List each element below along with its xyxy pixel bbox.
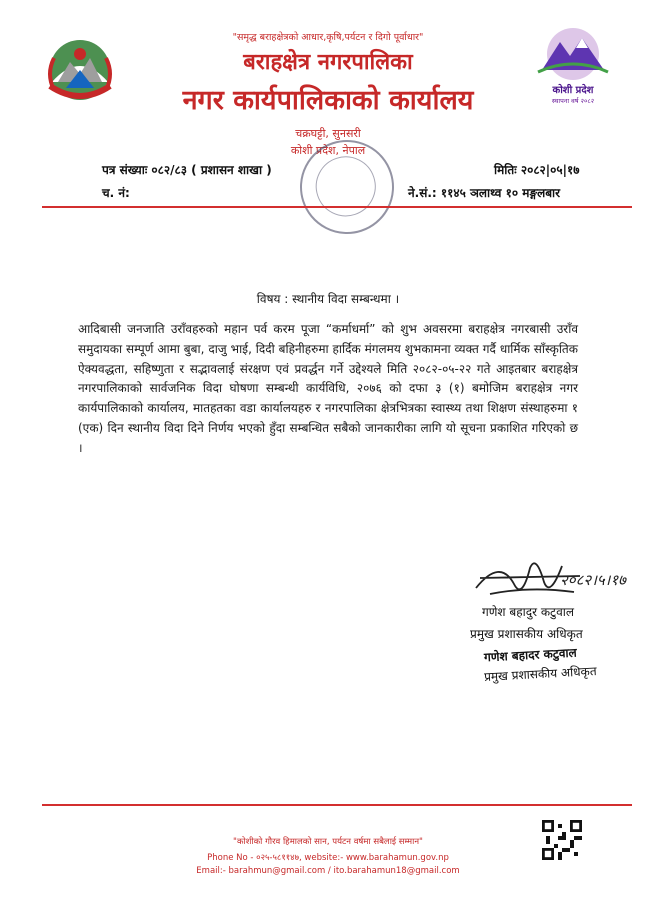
stamp-title: प्रमुख प्रशासकीय अधिकृत xyxy=(483,664,597,684)
header-divider xyxy=(42,206,632,208)
footer-email: Email:- barahmun@gmail.com / ito.barahamun18@gmail.com xyxy=(196,866,460,876)
koshi-logo-title: कोशी प्रदेश xyxy=(552,85,594,96)
qr-code xyxy=(542,820,582,860)
header-slogan: "समृद्ध बराहक्षेत्रको आधार,कृषि,पर्यटन र दिगो पूर्वाधार" xyxy=(232,32,424,43)
address-line-2: कोशी प्रदेश, नेपाल xyxy=(290,144,366,157)
koshi-logo-subtitle: स्थापना वर्ष २०८२ xyxy=(551,97,595,105)
letter-subject: विषय : स्थानीय विदा सम्बन्धमा । xyxy=(256,292,400,306)
nepal-sambat-date: ने.सं.: ११४५ ञलाथ्व १० मङ्गलबार xyxy=(408,186,561,200)
handwritten-date: २०८२।५।१७ xyxy=(560,571,626,589)
signatory-name: गणेश बहादुर कटुवाल xyxy=(482,605,575,619)
office-name: नगर कार्यपालिकाको कार्यालय xyxy=(182,85,474,116)
footer-divider xyxy=(42,804,632,806)
dispatch-number: च. नं: xyxy=(102,186,130,200)
signatory-title: प्रमुख प्रशासकीय अधिकृत xyxy=(470,627,583,641)
footer-slogan: "कोशीको गौरव हिमालको सान, पर्यटन वर्षमा सबैलाई सम्मान" xyxy=(233,837,423,847)
stamp-name: गणेश बहादर कटुवाल xyxy=(483,645,578,665)
address-line-1: चक्रघट्टी, सुनसरी xyxy=(295,127,361,140)
letter-date: मितिः २०८२|०५|१७ xyxy=(494,163,580,177)
letter-body: आदिबासी जनजाति उराँवहरुको महान पर्व करम पूजा “कर्माधर्मा” को शुभ अवसरमा बराहक्षेत्र नगरबासी उराँव समुदायका सम्पूर्ण आमा बुबा, दाजु भाई, दिदी बहिनीहरुमा हार्दिक मंगलमय शुभकामना व्यक्त गर्दै धार्मिक साँस्कृतिक ऐक्यवद्धता, सहिष्णुता र सद्भावलाई संरक्षण एवं प्रवर्द्धन गर्ने उद्देश्यले मिति २०८२-०५-२२ गते आइतबार बराहक्षेत्र नगरपालिकाको सार्वजनिक विदा घोषणा सम्बन्धी कार्यविधि, २०७६ को दफा ३ (१) बमोजिम बराहक्षेत्र नगर कार्यपालिकाको कार्यालय, मातहतका वडा कार्यालयहरु र नगरपालिका क्षेत्रभित्रका स्वास्थ्य तथा शिक्षण संस्थाहरुमा १ (एक) दिन स्थानीय विदा दिने निर्णय भएको हुँदा सम्बन्धित सबैको जानकारीका लागि यो सूचना प्रकाशित गरिएको छ । xyxy=(78,322,578,455)
letter-number: पत्र संख्याः ०८२/८३ ( प्रशासन शाखा ) xyxy=(102,163,272,177)
municipality-name: बराहक्षेत्र नगरपालिका xyxy=(243,50,413,75)
footer-contact: Phone No - ०२५-५८११४७, website:- www.barahamun.gov.np xyxy=(207,853,449,863)
